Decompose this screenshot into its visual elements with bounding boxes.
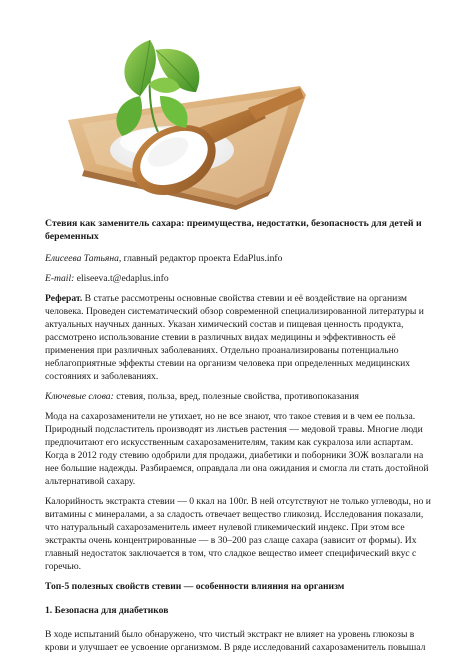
keywords-text: стевия, польза, вред, полезные свойства, противопоказания (113, 391, 359, 402)
subsection-heading: 1. Безопасна для диабетиков (45, 605, 169, 616)
article-body (45, 217, 437, 661)
article-title: Стевия как заменитель сахара: преимущества, недостатки, безопасность для детей и беременных (45, 218, 422, 242)
keywords-label: Ключевые слова: (45, 391, 114, 402)
paragraph-diabetes: В ходе испытаний было обнаружено, что чистый экстракт не влияет на уровень глюкозы в крови и улучшает ее усвоение организмом. В ряде исследований сахарозаменитель повышал (45, 629, 426, 653)
author-name: Елисеева Татьяна, (45, 253, 122, 264)
abstract (45, 292, 437, 383)
paragraph-calories: Калорийность экстракта стевии — 0 ккал на 100г. В ней отсутствуют не только углеводы, но и витамины с минералами, а за сладость отвечает вещество гликозид. Исследования показали, что натуральный сахарозаменитель имеет нулевой гликемический индекс. При этом все экстракты очень концентрированные — в 30–200 раз слаще сахара (зависит от формы). Их главный недостаток заключается в том, что сладкое вещество имеет специфический вкус с горечью. (45, 496, 431, 572)
abstract-label: Реферат. (45, 293, 83, 304)
author-role: главный редактор проекта EdaPlus.info (121, 253, 283, 264)
hero-image (0, 0, 474, 212)
section-heading: Топ-5 полезных свойств стевии — особенности влияния на организм (45, 581, 345, 592)
paragraph-intro: Мода на сахарозаменители не утихает, но не все знают, что такое стевия и в чем ее польза. Природный подсластитель производят из листьев растения — медовой травы. Многие люди предпочитают его искусственным сахарозаменителям, таким как сукралоза или аспартам. Когда в 2012 году стевию одобрили для продажи, диабетики и поборники ЗОЖ возлагали на нее большие надежды. Разбираемся, оправдала ли она ожидания и смогла ли стать достойной альтернативой сахару. (45, 411, 429, 487)
keywords (45, 390, 437, 403)
email-value[interactable]: eliseeva.t@edaplus.info (74, 273, 169, 284)
email-line (45, 272, 437, 285)
author-line (45, 252, 437, 265)
email-label: E-mail: (45, 273, 75, 284)
abstract-text: В статье рассмотрены основные свойства стевии и её воздействие на организм человека. Проведен систематический обзор современной специализированной литературы и актуальных научных данных. Указан химический состав и пищевая ценность продукта, рассмотрено использование стевии в различных видах медицины и эффективность её применения при различных заболеваниях. Отдельно проанализированы потенциально неблагоприятные эффекты стевии на организм человека при определенных медицинских состояниях и заболеваниях. (45, 293, 424, 382)
